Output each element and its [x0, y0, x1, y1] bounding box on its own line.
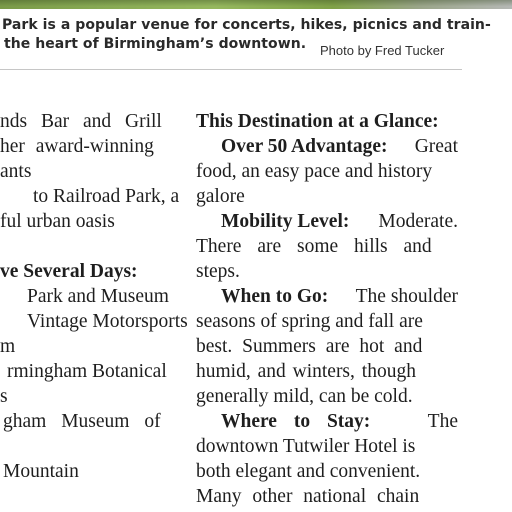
left-item-3: m: [0, 336, 16, 357]
left-item-6: gham Museum of: [3, 411, 161, 432]
left-line-3: ants: [0, 161, 32, 182]
left-item-2: Vintage Motorsports: [27, 311, 188, 332]
over50-line-2: food, an easy pace and history: [196, 161, 433, 182]
left-line-1: [0, 109, 178, 134]
over50-label: Over 50 Advantage:: [221, 136, 388, 157]
when-line-1: [196, 284, 458, 309]
when-line-2: seasons of spring and fall are: [196, 311, 423, 332]
stay-line-2: downtown Tutwiler Hotel is: [196, 436, 416, 457]
mobility-label: Mobility Level:: [221, 211, 350, 232]
stay-line-4: Many other national chain: [196, 486, 420, 507]
left-item-5: s: [0, 386, 8, 407]
when-text-1: The shoulder: [355, 286, 458, 307]
over50-text-1: Great: [414, 136, 458, 157]
left-line-4: to Railroad Park, a: [33, 186, 180, 207]
caption-divider: [0, 69, 462, 70]
when-line-4: humid, and winters, though: [196, 361, 416, 382]
left-item-8: Mountain: [3, 461, 79, 482]
stay-line-3: both elegant and convenient.: [196, 461, 421, 482]
when-line-3: best. Summers are hot and: [196, 336, 423, 357]
over50-line-3: galore: [196, 186, 245, 207]
over50-line-1: [196, 134, 458, 159]
caption-line-1: Park is a popular venue for concerts, hikes, picnics and train-: [2, 17, 491, 33]
left-line-5: ful urban oasis: [0, 211, 115, 232]
mobility-line-1: [196, 209, 458, 234]
mobility-line-2: There are some hills and: [196, 236, 432, 257]
when-line-5: generally mild, can be cold.: [196, 386, 413, 407]
left-column: [0, 109, 188, 484]
mobility-line-3: steps.: [196, 261, 240, 282]
right-column: [196, 109, 458, 509]
photo-credit: Photo by Fred Tucker: [320, 43, 445, 58]
left-item-1: Park and Museum: [27, 286, 169, 307]
left-line-2: her award-winning: [0, 136, 154, 157]
left-line-1-text: nds Bar and Grill: [0, 111, 162, 132]
left-section-heading: ve Several Days:: [0, 261, 138, 282]
mobility-text-1: Moderate.: [378, 211, 458, 232]
photo-bottom-edge: [0, 0, 512, 9]
glance-heading: This Destination at a Glance:: [196, 111, 439, 132]
left-item-7: [0, 434, 178, 459]
stay-label: Where to Stay:: [221, 411, 371, 432]
caption-line-2: the heart of Birmingham’s downtown.: [4, 36, 307, 52]
photo-shade: [0, 0, 512, 9]
when-label: When to Go:: [221, 286, 329, 307]
stay-line-1: [196, 409, 458, 434]
stay-text-1: The: [427, 411, 458, 432]
left-item-4: rmingham Botanical: [7, 361, 167, 382]
